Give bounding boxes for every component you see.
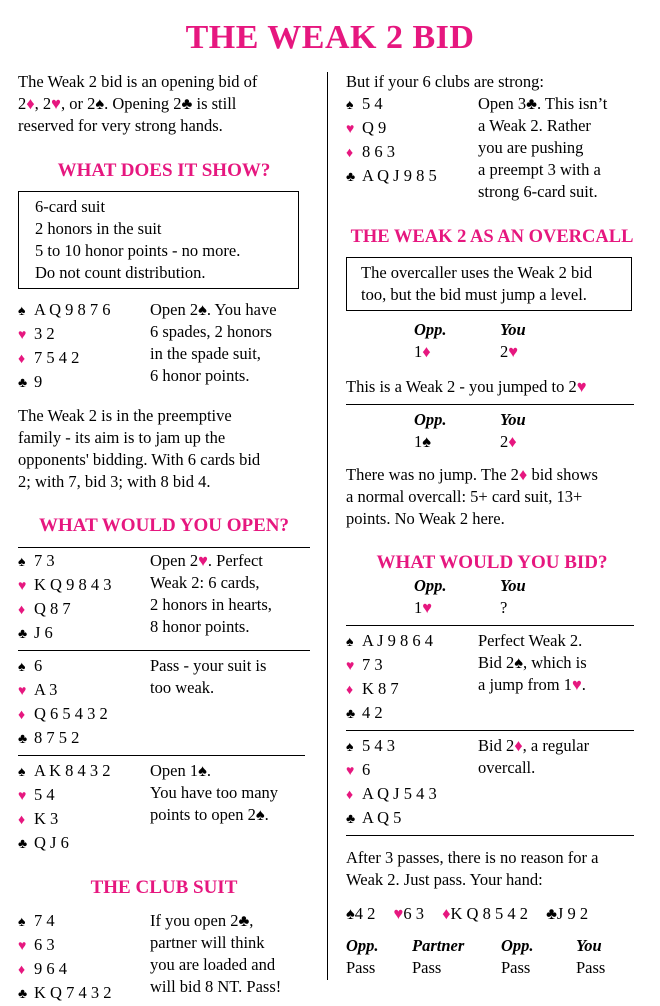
intro-paragraph	[18, 71, 310, 137]
you-label: You	[576, 936, 602, 955]
example-hand-8	[346, 735, 638, 831]
paragraph-line: But if your 6 clubs are strong:	[346, 72, 544, 91]
auction-row	[346, 341, 638, 363]
diamond-icon: ♦	[442, 904, 451, 923]
spade-cards: A Q 9 8 7 6	[34, 300, 111, 319]
heart-icon: ♥	[18, 939, 27, 954]
summary-box	[18, 191, 299, 289]
spade-icon: ♠	[346, 98, 354, 113]
spade-cards: 7 4	[34, 911, 55, 930]
paragraph-line: a normal overcall: 5+ card suit, 13+	[346, 487, 583, 506]
comment-line: points to open 2♠.	[150, 805, 269, 824]
opp-label: Opp.	[501, 936, 534, 955]
intro-line: The Weak 2 bid is an opening bid of	[18, 72, 258, 91]
you-bid: ?	[500, 598, 508, 617]
heart-icon: ♥	[346, 764, 355, 779]
diamond-icon: ♦	[346, 683, 354, 698]
example-hand-6	[346, 93, 638, 203]
comment-line: Open 2♠. You have	[150, 300, 277, 319]
club-cards: J 9 2	[556, 904, 589, 923]
spade-icon: ♠	[18, 304, 26, 319]
example-hand-4	[18, 760, 310, 856]
box-line: The overcaller uses the Weak 2 bid	[361, 263, 593, 282]
hand-comment	[150, 655, 266, 751]
you-bid: 2♦	[500, 432, 517, 451]
heart-cards: 7 3	[362, 655, 383, 674]
diamond-icon: ♦	[18, 963, 26, 978]
spade-icon: ♠	[346, 740, 354, 755]
you-call: Pass	[576, 958, 606, 977]
overcall-box	[346, 257, 632, 311]
comment-line: too weak.	[150, 678, 215, 697]
hand-comment	[478, 735, 589, 831]
opp-bid: 1♠	[414, 432, 432, 451]
diamond-icon: ♦	[18, 603, 26, 618]
club-cards: 8 7 5 2	[34, 728, 80, 747]
opp-call: Pass	[346, 958, 376, 977]
passes-paragraph	[346, 847, 638, 891]
club-cards: J 6	[34, 623, 53, 642]
club-icon: ♣	[18, 732, 28, 747]
comment-line: a preempt 3 with a	[478, 160, 601, 179]
comment-line: Open 1♠.	[150, 761, 212, 780]
heart-cards: 6 3	[34, 935, 55, 954]
section-heading-what-does-it-show: WHAT DOES IT SHOW?	[57, 160, 271, 181]
club-cards: 4 2	[362, 703, 383, 722]
comment-line: a Weak 2. Rather	[478, 116, 591, 135]
comment-line: Open 3♣. This isn’t	[478, 94, 608, 113]
column-divider	[327, 72, 328, 980]
hand-comment	[478, 93, 607, 203]
divider	[18, 755, 305, 756]
heart-cards: A 3	[34, 680, 58, 699]
you-bid: 2♥	[500, 342, 519, 361]
comment-line: Perfect Weak 2.	[478, 631, 583, 650]
heart-cards: 3 2	[34, 324, 55, 343]
overcall-paragraph	[346, 464, 638, 530]
comment-line: in the spade suit,	[150, 344, 261, 363]
auction-header	[346, 319, 638, 341]
example-hand-5	[18, 910, 310, 1006]
diamond-cards: 9 6 4	[34, 959, 67, 978]
diamond-icon: ♦	[18, 352, 26, 367]
spade-cards: A K 8 4 3 2	[34, 761, 111, 780]
comment-line: Bid 2♦, a regular	[478, 736, 590, 755]
comment-line: will bid 8 NT. Pass!	[150, 977, 282, 996]
hand-cards	[346, 630, 478, 726]
comment-line: strong 6-card suit.	[478, 182, 598, 201]
auction-header	[346, 409, 638, 431]
heart-icon: ♥	[346, 659, 355, 674]
divider	[346, 730, 634, 731]
box-line: too, but the bid must jump a level.	[361, 285, 587, 304]
section-heading-what-would-you-bid: WHAT WOULD YOU BID?	[376, 552, 608, 573]
club-icon: ♣	[18, 627, 28, 642]
you-label: You	[500, 320, 526, 339]
hand-cards	[18, 655, 150, 751]
heart-icon: ♥	[18, 789, 27, 804]
hand-comment	[150, 550, 272, 646]
paragraph-line: opponents' bidding. With 6 cards bid	[18, 450, 261, 469]
paragraph-line: The Weak 2 is in the preemptive	[18, 406, 232, 425]
spade-cards: 6	[34, 656, 43, 675]
spade-icon: ♠	[346, 904, 355, 923]
example-hand-1	[18, 299, 310, 395]
hand-cards	[18, 299, 150, 395]
left-column	[18, 71, 310, 1006]
paragraph-line: This is a Weak 2 - you jumped to 2♥	[346, 377, 587, 396]
auction-row	[346, 431, 638, 453]
hand-cards	[18, 550, 150, 646]
paragraph-line: 2; with 7, bid 3; with 8 bid 4.	[18, 472, 211, 491]
example-hand-2	[18, 550, 310, 646]
spade-cards: A J 9 8 6 4	[362, 631, 434, 650]
spade-icon: ♠	[346, 635, 354, 650]
opp-label: Opp.	[346, 936, 379, 955]
opp-label: Opp.	[414, 576, 447, 595]
diamond-cards: A Q J 5 4 3	[362, 784, 437, 803]
heart-icon: ♥	[18, 684, 27, 699]
hand-cards	[18, 910, 150, 1006]
diamond-cards: K 8 7	[362, 679, 399, 698]
heart-cards: K Q 9 8 4 3	[34, 575, 112, 594]
example-hand-3	[18, 655, 310, 751]
comment-line: a jump from 1♥.	[478, 675, 586, 694]
spade-icon: ♠	[18, 915, 26, 930]
club-cards: A Q 5	[362, 808, 402, 827]
heart-icon: ♥	[346, 122, 355, 137]
opp-call: Pass	[501, 958, 531, 977]
diamond-icon: ♦	[18, 708, 26, 723]
heart-icon: ♥	[18, 579, 27, 594]
auction-header	[346, 575, 638, 597]
summary-line: 2 honors in the suit	[35, 219, 162, 238]
paragraph-line: After 3 passes, there is no reason for a	[346, 848, 599, 867]
summary-line: 5 to 10 honor points - no more.	[35, 241, 241, 260]
heart-icon: ♥	[18, 328, 27, 343]
you-label: You	[500, 410, 526, 429]
comment-line: overcall.	[478, 758, 536, 777]
diamond-icon: ♦	[18, 813, 26, 828]
hand-cards	[346, 93, 478, 203]
divider	[346, 404, 634, 405]
spade-cards: 4 2	[354, 904, 376, 923]
comment-line: If you open 2♣,	[150, 911, 254, 930]
spade-cards: 7 3	[34, 551, 55, 570]
comment-line: Pass - your suit is	[150, 656, 267, 675]
auction-row	[346, 597, 638, 619]
club-cards: K Q 7 4 3 2	[34, 983, 112, 1002]
comment-line: partner will think	[150, 933, 265, 952]
club-icon: ♣	[346, 170, 356, 185]
hand-cards	[346, 735, 478, 831]
heart-cards: 6	[362, 760, 371, 779]
comment-line: Open 2♥. Perfect	[150, 551, 263, 570]
diamond-cards: Q 6 5 4 3 2	[34, 704, 108, 723]
club-icon: ♣	[18, 837, 28, 852]
comment-line: 8 honor points.	[150, 617, 250, 636]
diamond-cards: K Q 8 5 4 2	[450, 904, 528, 923]
heart-icon: ♥	[393, 904, 404, 923]
diamond-cards: 7 5 4 2	[34, 348, 80, 367]
spade-icon: ♠	[18, 660, 26, 675]
partner-label: Partner	[412, 936, 465, 955]
heart-cards: 6 3	[403, 904, 424, 923]
final-auction-row	[346, 957, 638, 979]
opp-bid: 1♦	[414, 342, 431, 361]
club-cards: Q J 6	[34, 833, 69, 852]
comment-line: you are loaded and	[150, 955, 276, 974]
section-heading-overcall: THE WEAK 2 AS AN OVERCALL	[350, 227, 634, 247]
summary-line: Do not count distribution.	[35, 263, 206, 282]
intro-line: 2♦, 2♥, or 2♠. Opening 2♣ is still	[18, 94, 237, 113]
opp-label: Opp.	[414, 410, 447, 429]
divider	[346, 835, 634, 836]
comment-line: 2 honors in hearts,	[150, 595, 272, 614]
diamond-cards: Q 8 7	[34, 599, 71, 618]
paragraph-line: family - its aim is to jam up the	[18, 428, 226, 447]
partner-call: Pass	[412, 958, 442, 977]
club-icon: ♣	[546, 904, 557, 923]
hand-comment	[150, 760, 278, 856]
comment-line: 6 spades, 2 honors	[150, 322, 272, 341]
hand-cards	[18, 760, 150, 856]
comment-line: Bid 2♠, which is	[478, 653, 587, 672]
final-auction-header	[346, 935, 638, 957]
diamond-icon: ♦	[346, 788, 354, 803]
comment-line: Weak 2: 6 cards,	[150, 573, 260, 592]
diamond-cards: K 3	[34, 809, 59, 828]
section-heading-club-suit: THE CLUB SUIT	[90, 877, 238, 898]
comment-line: You have too many	[150, 783, 279, 802]
paragraph-line: Weak 2. Just pass. Your hand:	[346, 870, 543, 889]
summary-line: 6-card suit	[35, 197, 106, 216]
hand-comment	[150, 910, 281, 1006]
diamond-icon: ♦	[346, 146, 354, 161]
spade-cards: 5 4 3	[362, 736, 395, 755]
divider	[18, 650, 310, 651]
opp-bid: 1♥	[414, 598, 433, 617]
club-cards: 9	[34, 372, 43, 391]
club-icon: ♣	[18, 987, 28, 1002]
spade-icon: ♠	[18, 555, 26, 570]
heart-cards: 5 4	[34, 785, 55, 804]
heart-cards: Q 9	[362, 118, 387, 137]
club-icon: ♣	[346, 707, 356, 722]
intro-line: reserved for very strong hands.	[18, 116, 223, 135]
you-label: You	[500, 576, 526, 595]
divider	[346, 625, 634, 626]
comment-line: you are pushing	[478, 138, 584, 157]
right-column	[346, 71, 638, 979]
club-icon: ♣	[346, 812, 356, 827]
opp-label: Opp.	[414, 320, 447, 339]
spade-cards: 5 4	[362, 94, 383, 113]
club-icon: ♣	[18, 376, 28, 391]
spade-icon: ♠	[18, 765, 26, 780]
section-heading-what-would-you-open: WHAT WOULD YOU OPEN?	[38, 515, 289, 536]
comment-line: 6 honor points.	[150, 366, 250, 385]
page-title: THE WEAK 2 BID	[185, 19, 475, 56]
final-hand	[346, 903, 638, 925]
paragraph-line: There was no jump. The 2♦ bid shows	[346, 465, 598, 484]
hand-comment	[150, 299, 277, 395]
diamond-cards: 8 6 3	[362, 142, 395, 161]
hand-comment	[478, 630, 587, 726]
preempt-paragraph	[18, 405, 310, 493]
paragraph-line: points. No Weak 2 here.	[346, 509, 505, 528]
example-hand-7	[346, 630, 638, 726]
club-cards: A Q J 9 8 5	[362, 166, 437, 185]
